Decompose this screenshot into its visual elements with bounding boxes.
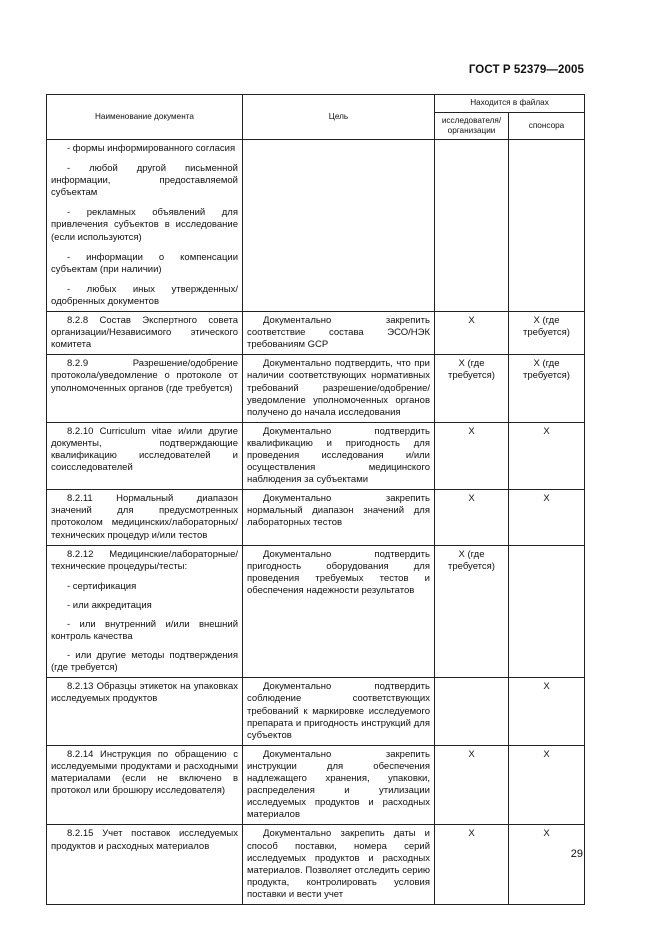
table-row xyxy=(47,140,585,312)
row-name-cell xyxy=(47,140,243,312)
list-item: - любой другой письменной информации, предоставляемой субъектам xyxy=(51,163,238,199)
row-goal-cell xyxy=(243,678,435,745)
row-name: 8.2.13 Образцы этикеток на упаковках исследуемых продуктов xyxy=(51,681,238,705)
document-code: ГОСТ Р 52379—2005 xyxy=(468,64,584,76)
table-row xyxy=(47,422,585,489)
row-investigator-cell xyxy=(435,678,509,745)
list-item: - любых иных утвержденных/одобренных документов xyxy=(51,283,238,307)
table-row xyxy=(47,745,585,825)
row-name: 8.2.15 Учет поставок исследуемых продуктов и расходных материалов xyxy=(51,828,238,852)
row-sponsor-cell: X xyxy=(509,422,585,489)
row-goal: Документально закрепить даты и способ поставки, номера серий исследуемых продуктов и расходных материалов. Позволяет отследить серию продукта, контролировать условия поставки и вести учет xyxy=(247,828,430,900)
list-item: - или аккредитация xyxy=(67,599,152,611)
row-sponsor-cell: X (где требуется) xyxy=(509,312,585,355)
row-name-cell xyxy=(47,545,243,678)
row-goal-cell xyxy=(243,490,435,545)
list-item: - или внутренний и/или внешний контроль качества xyxy=(51,619,238,643)
row-investigator-cell: X xyxy=(435,490,509,545)
row-name-cell xyxy=(47,490,243,545)
row-name-cell xyxy=(47,312,243,355)
row-goal-cell xyxy=(243,545,435,678)
row-name-cell xyxy=(47,355,243,422)
row-name: 8.2.10 Curriculum vitae и/или другие документы, подтверждающие квалификацию исследователей и соисследователей xyxy=(51,425,238,474)
row-goal: Документально закрепить инструкции для обеспечения надлежащего хранения, упаковки, распределения и утилизации исследуемых продуктов и расходных материалов xyxy=(247,748,430,821)
header-document-name: Наименование документа xyxy=(47,95,243,140)
table-row xyxy=(47,490,585,545)
row-sponsor-cell: X xyxy=(509,825,585,905)
list-item: - рекламных объявлений для привлечения субъектов в исследование (если используются) xyxy=(51,207,238,243)
row-goal-cell xyxy=(243,825,435,905)
row-investigator-cell: X (где требуется) xyxy=(435,545,509,678)
list-item: - или другие методы подтверждения (где требуется) xyxy=(51,650,238,674)
list-item: - информации о компенсации субъектам (при наличии) xyxy=(51,251,238,275)
row-name: 8.2.8 Состав Экспертного совета организации/Независимого этического комитета xyxy=(51,315,238,351)
row-investigator-cell: X xyxy=(435,825,509,905)
row-name: 8.2.9 Разрешение/одобрение протокола/уведомление о протоколе от уполномоченных органов (где требуется) xyxy=(51,358,238,394)
row-sponsor-cell: X xyxy=(509,490,585,545)
row-goal-cell xyxy=(243,422,435,489)
table-row xyxy=(47,355,585,422)
header-investigator: исследователя/ организации xyxy=(435,113,509,140)
row-sponsor-cell xyxy=(509,140,585,312)
row-investigator-cell xyxy=(435,140,509,312)
row-goal: Документально закрепить нормальный диапазон значений для лабораторных тестов xyxy=(247,493,430,529)
row-goal-cell xyxy=(243,355,435,422)
row-goal: Документально подтвердить квалификацию и пригодность для проведения исследования и/или осуществления медицинского наблюдения за субъектами xyxy=(247,425,430,486)
row-investigator-cell: X xyxy=(435,422,509,489)
row-name: 8.2.11 Нормальный диапазон значений для предусмотренных протоколом медицинских/лабораторных/технических процедур и/или тестов xyxy=(51,493,238,541)
row-name: 8.2.12 Медицинские/лабораторные/технические процедуры/тесты: xyxy=(51,548,238,572)
row-investigator-cell: X xyxy=(435,312,509,355)
row-sponsor-cell: X (где требуется) xyxy=(509,355,585,422)
row-goal: Документально закрепить соответствие состава ЭСО/НЭК требованиям GCP xyxy=(247,315,430,351)
row-goal: Документально подтвердить соблюдение соответствующих требований к маркировке исследуемого препарата и пригодность инструкций для субъектов xyxy=(247,681,430,741)
header-located-in-files: Находится в файлах xyxy=(435,95,585,113)
table-row xyxy=(47,825,585,905)
table-row xyxy=(47,678,585,745)
row-goal: Документально подтвердить, что при наличии соответствующих нормативных требований разрешение/одобрение/уведомление уполномоченных органов получено до начала исследования xyxy=(247,358,430,418)
row-investigator-cell: X (где требуется) xyxy=(435,355,509,422)
row-name: 8.2.14 Инструкция по обращению с исследуемыми продуктами и расходными материалами (если не включено в протокол или брошюру исследователя) xyxy=(51,748,238,797)
table-row xyxy=(47,312,585,355)
row-goal-cell xyxy=(243,312,435,355)
page-number: 29 xyxy=(570,848,583,860)
row-name-cell xyxy=(47,825,243,905)
header-sponsor: спонсора xyxy=(509,113,585,140)
row-sponsor-cell xyxy=(509,545,585,678)
row-investigator-cell: X xyxy=(435,745,509,825)
row-sponsor-cell: X xyxy=(509,745,585,825)
list-item: - формы информированного согласия xyxy=(67,143,236,154)
row-sponsor-cell: X xyxy=(509,678,585,745)
table-row xyxy=(47,545,585,678)
row-name-cell xyxy=(47,422,243,489)
row-goal: Документально подтвердить пригодность оборудования для проведения требуемых тестов и обеспечения надежности результатов xyxy=(247,548,430,596)
documents-table xyxy=(46,94,585,905)
row-goal-cell xyxy=(243,140,435,312)
row-name-cell xyxy=(47,745,243,825)
row-name-cell xyxy=(47,678,243,745)
header-goal: Цель xyxy=(243,95,435,140)
list-item: - сертификация xyxy=(67,580,137,592)
row-goal-cell xyxy=(243,745,435,825)
